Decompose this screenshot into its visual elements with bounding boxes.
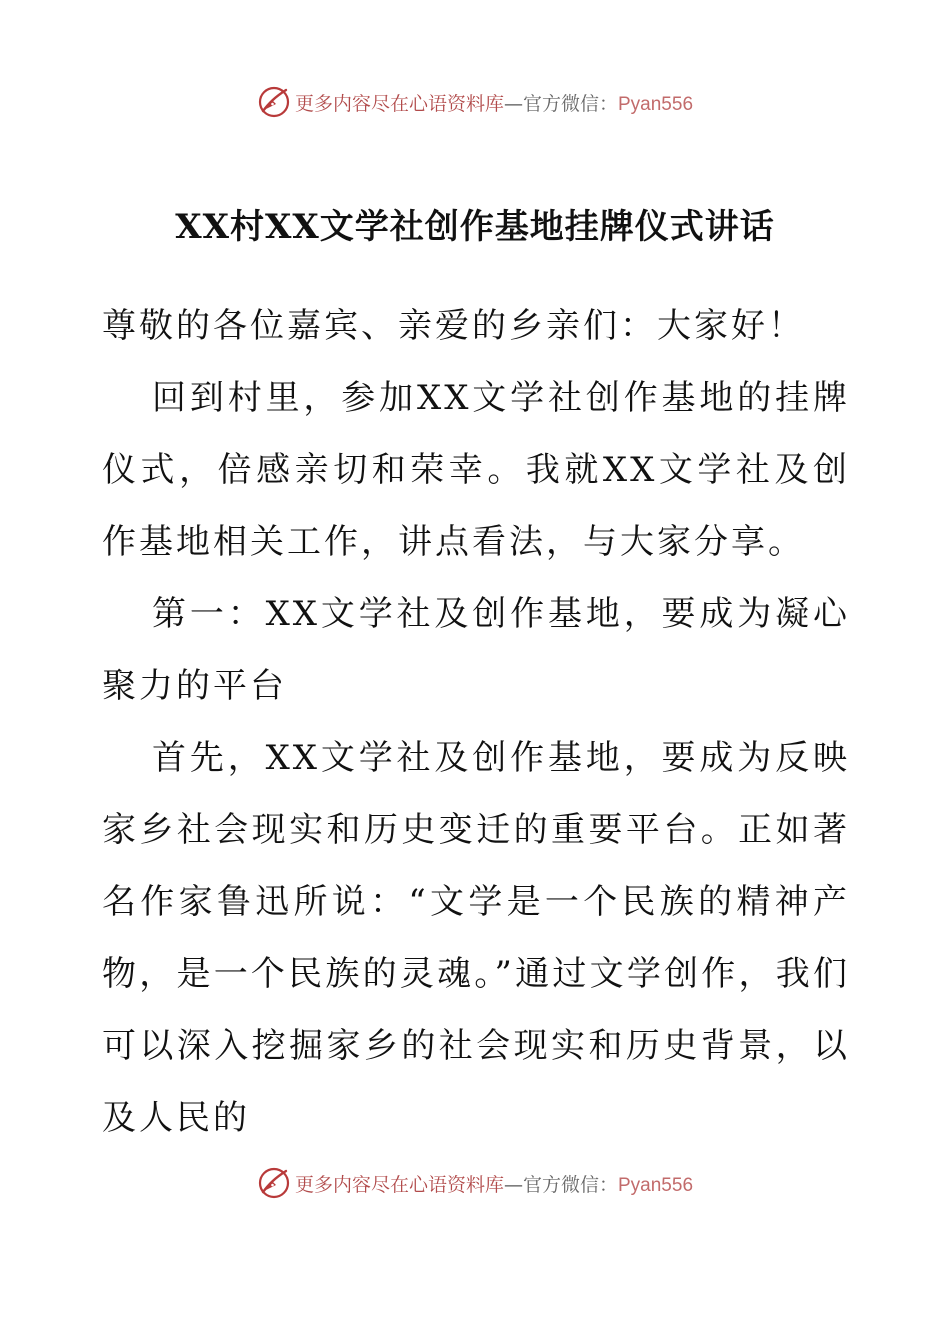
document-body [102, 290, 850, 1154]
banner-slogan: 更多内容尽在心语资料库 [294, 92, 504, 115]
document-title: XX村XX文学社创作基地挂牌仪式讲话 [175, 207, 775, 247]
section-heading: 第一：XX文学社及创作基地，要成为凝心聚力的平台 [102, 594, 850, 706]
pen-nib-logo-icon [257, 85, 291, 119]
pen-nib-logo-icon [257, 1166, 291, 1200]
banner-text [295, 89, 693, 116]
header-banner [0, 80, 950, 124]
banner-separator: — [503, 92, 523, 115]
intro-paragraph: 回到村里，参加XX文学社创作基地的挂牌仪式，倍感亲切和荣幸。我就XX文学社及创作基地相关工作，讲点看法，与大家分享。 [102, 378, 850, 562]
banner-slogan: 更多内容尽在心语资料库 [294, 1173, 504, 1196]
body-paragraph: 首先，XX文学社及创作基地，要成为反映家乡社会现实和历史变迁的重要平台。正如著名作家鲁迅所说：“文学是一个民族的精神产物，是一个民族的灵魂。”通过文学创作，我们可以深入挖掘家乡的社会现实和历史背景，以及人民的 [102, 738, 850, 1138]
wechat-id: Pyan556 [618, 1174, 694, 1196]
footer-banner [0, 1161, 950, 1205]
wechat-id: Pyan556 [618, 93, 694, 115]
wechat-label: 官方微信： [522, 1173, 618, 1196]
banner-separator: — [503, 1173, 523, 1196]
banner-text [295, 1170, 693, 1197]
wechat-label: 官方微信： [522, 92, 618, 115]
greeting-paragraph: 尊敬的各位嘉宾、亲爱的乡亲们：大家好！ [102, 306, 805, 346]
